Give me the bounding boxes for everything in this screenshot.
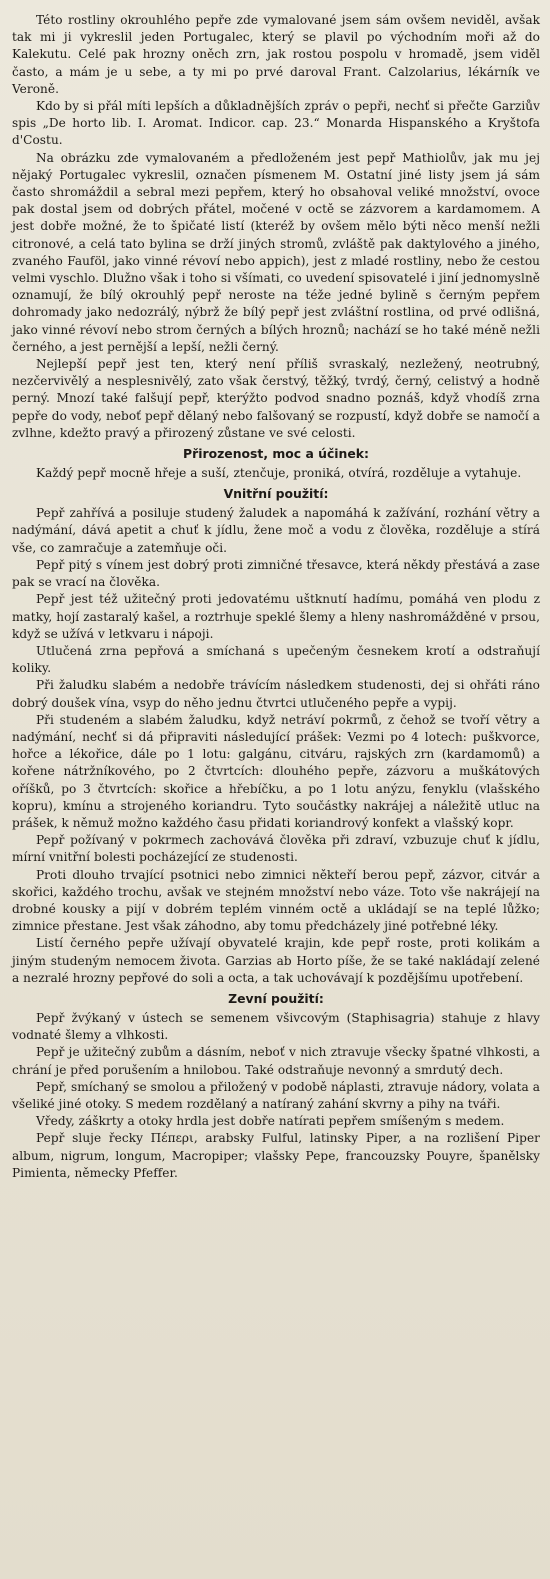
paragraph-nature: Každý pepř mocně hřeje a suší, ztenčuje, proniká, otvírá, rozděluje a vytahuje.	[36, 466, 522, 481]
paragraph-names: Pepř sluje řecky Πέπερι, arabsky Fulful, latinsky Piper, a na rozlišení Piper album, nigrum, longum, Macropiper; vlašsky Pepe, francouzsky Pouyre, španělsky Pimienta, německy Pfeffer.	[12, 1131, 540, 1180]
heading-external-use: Zevní použití:	[228, 990, 324, 1006]
paragraph-internal: Listí černého pepře užívají obyvatelé krajin, kde pepř roste, proti kolikám a jiným studeným nemocem života. Garzias ab Horto píše, že se také nakládají zelené a nezralé hrozny pepřové do soli a octa, a tak uchovávají k pozdějšímu upotřebení.	[12, 936, 540, 985]
paragraph-external: Pepř, smíchaný se smolou a přiložený v podobě náplasti, ztravuje nádory, volata a všeliké jiné otoky. S medem rozdělaný a natíraný zahání skvrny a pihy na tváři.	[12, 1079, 540, 1111]
paragraph-intro: Této rostliny okrouhlého pepře zde vymalované jsem sám ovšem neviděl, avšak tak mi ji vykreslil jeden Portugalec, který se plavil po východním moři až do Kalekutu. Celé pak hrozny oněch zrn, jak rostou pospolu v hromadě, jsem viděl často, a mám je u sebe, a ty mi po prvé daroval Frant. Calzolarius, lékárník ve Veroně.	[12, 13, 540, 96]
heading-nature: Přirozenost, moc a účinek:	[183, 446, 369, 462]
paragraph-mathiolus-pepper: Na obrázku zde vymalovaném a předloženém jest pepř Mathiolův, jak mu jej nějaký Portugalec vykreslil, označen písmenem M. Ostatní jiné listy jsem já sám často shromáždil a sebral mezi pepřem, který ho obsahoval veliké množství, ovoce pak dostal jsem od dobrých přátel, močené v octě se zázvorem a kardamomem. A jest dobře možné, že to špičaté listí (kteréž by ovšem mělo býti něco menší nežli citronové, a celá tato bylina se drží jiných stromů, zvláště pak daktylového a jiného, zvaného Fauföl, jako vinné révoví nebo appich), jest z mladé rostliny, nebo že cestou velmi vyschlo. Dlužno však i toho si všímati, co uvedení spisovatelé i jiní jednomyslně oznamují, že bílý okrouhlý pepř neroste na téže jedné bylině s černým pepřem dohromady jako nedozrálý, nýbrž že bílý pepř jest zvláštní rostlina, od prvé odlišná, jako vinné révoví nebo strom černých a bílých hroznů; nachází se ho také méně nežli černého, a jest pernější a lepší, nežli černý.	[12, 150, 540, 354]
paragraph-internal-recipe: Při studeném a slabém žaludku, když netráví pokrmů, z čehož se tvoří větry a nadýmání, nechť si dá připraviti následující prášek: Vezmi po 4 lotech: puškvorce, hořce a lékořice, dále po 1 lotu: galgánu, citváru, rajských zrn (kardamomů) a kořene nátržníkového, po 2 čtvrtcích: dlouhého pepře, zázvoru a muškátových oříšků, po 3 čtvrtcích: skořice a hřebíčku, a po 1 lotu anýzu, fenyklu (vlašského kopru), kmínu a strojeného koriandru. Tyto součástky nakrájej a náležitě utluc na prášek, k němuž možno každého času přidati koriandrový konfekt a vlašský kopr.	[12, 712, 540, 830]
paragraph-internal: Utlučená zrna pepřová a smíchaná s upečeným česnekem krotí a odstraňují koliky.	[12, 643, 540, 676]
heading-internal-use: Vnitřní použití:	[223, 486, 329, 502]
paragraph-internal: Při žaludku slabém a nedobře trávícím následkem studenosti, dej si ohřáti ráno dobrý doušek vína, vsyp do něho jednu čtvrtci utlučeného pepře a vypij.	[12, 678, 540, 710]
paragraph-internal: Pepř jest též užitečný proti jedovatému uštknutí hadímu, pomáhá ven plodu z matky, hojí zastaralý kašel, a roztrhuje speklé šlemy a hleny nashromážděné v prsou, když se užívá v letkvaru i nápoji.	[12, 592, 540, 641]
paragraph-internal: Pepř požívaný v pokrmech zachovává člověka při zdraví, vzbuzuje chuť k jídlu, mírní vnitřní bolesti pocházející ze studenosti.	[12, 833, 540, 865]
paragraph-external: Vředy, záškrty a otoky hrdla jest dobře natírati pepřem smíšeným s medem.	[36, 1114, 505, 1129]
paragraph-internal: Pepř zahřívá a posiluje studený žaludek a napomáhá k zažívání, rozhání větry a nadýmání, dává apetit a chuť k jídlu, žene moč a vodu z člověka, rozděluje a stírá vše, co zamračuje a zatemňuje oči.	[12, 506, 540, 555]
paragraph-internal: Proti dlouho trvající psotnici nebo zimnici někteří berou pepř, zázvor, citvár a skořici, každého trochu, avšak ve stejném množství nebo váze. Toto vše nakrájejí na drobné kousky a pijí v dobrém teplém vinném octě a ukládají se na teplé lůžko; zimnice přestane. Jest však záhodno, aby tomu předcházely jiné potřebné léky.	[12, 867, 540, 934]
paragraph-sources: Kdo by si přál míti lepších a důkladnějších zpráv o pepři, nechť si přečte Garziův spis „De horto lib. I. Aromat. Indicor. cap. 23.“ Monarda Hispanského a Kryštofa d'Costu.	[12, 99, 540, 148]
paragraph-internal: Pepř pitý s vínem jest dobrý proti zimničné třesavce, která někdy přestává a zase pak se vrací na člověka.	[12, 557, 540, 590]
paragraph-external: Pepř žvýkaný v ústech se semenem všivcovým (Staphisagria) stahuje z hlavy vodnaté šlemy a vlhkosti.	[12, 1010, 540, 1043]
paragraph-best-pepper: Nejlepší pepř jest ten, který není příliš svraskalý, nezležený, neotrubný, nezčervivělý a nesplesnivělý, zato však čerstvý, těžký, tvrdý, černý, celistvý a hodně perný. Mnozí také falšují pepř, kterýžto podvod snadno poznáš, když vhodíš zrna pepře do vody, neboť pepř dělaný nebo falšovaný se rozpustí, když dobře se namočí a zvlhne, kdežto pravý a přirozený zůstane ve své celosti.	[12, 357, 540, 440]
paragraph-external: Pepř je užitečný zubům a dásním, neboť v nich ztravuje všecky špatné vlhkosti, a chrání je před porušením a hnilobou. Také odstraňuje nevonný a smrdutý dech.	[12, 1045, 540, 1077]
